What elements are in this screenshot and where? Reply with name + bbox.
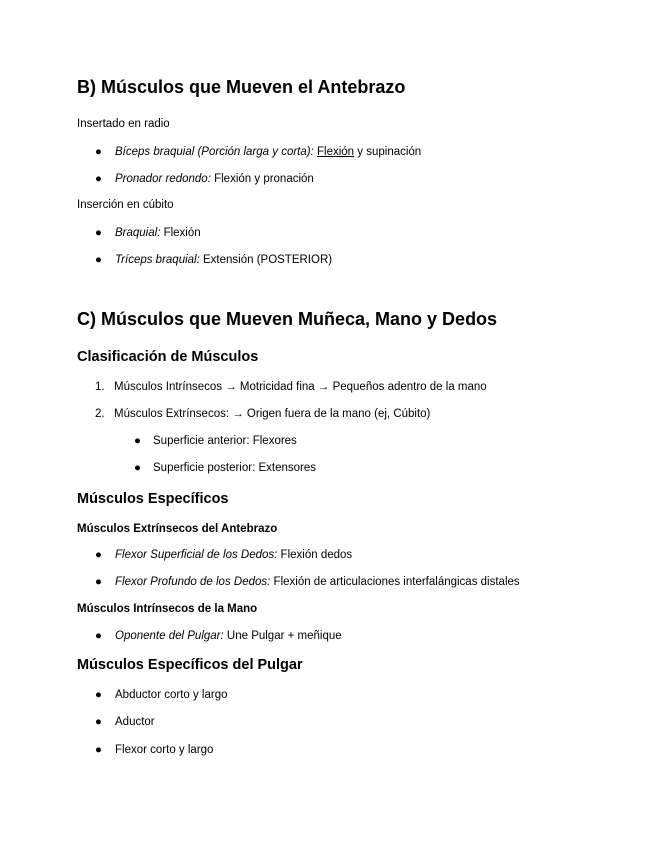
item-text: Abductor corto y largo [115, 689, 228, 701]
list-item [95, 173, 314, 185]
bullet-icon: ● [95, 630, 102, 642]
list-item [95, 689, 228, 701]
bullet-icon: ● [134, 462, 141, 474]
sub-item-text: Superficie anterior: Flexores [153, 435, 297, 447]
group-cubito-label: Inserción en cúbito [77, 199, 174, 211]
sub-list-item [134, 435, 297, 447]
muscle-term: Braquial: [115, 227, 161, 239]
muscle-description: Extensión (POSTERIOR) [199, 254, 333, 266]
bullet-icon: ● [95, 227, 102, 239]
muscle-term: Oponente del Pulgar: [115, 630, 224, 642]
item-text: Músculos Intrínsecos → Motricidad fina → Pequeños adentro de la mano [114, 381, 487, 393]
muscle-action-rest: y supinación [354, 146, 422, 158]
list-item [95, 716, 155, 728]
list-item [95, 630, 342, 642]
clasificacion-heading: Clasificación de Músculos [77, 349, 259, 365]
muscle-term: Pronador redondo: [115, 173, 211, 185]
muscle-term: Tríceps braquial: [115, 254, 200, 266]
item-number: 2. [95, 408, 105, 420]
bullet-icon: ● [95, 689, 102, 701]
muscle-term: Flexor Superficial de los Dedos: [115, 549, 278, 561]
item-text: Flexor corto y largo [115, 744, 214, 756]
list-item [95, 549, 352, 561]
section-c-title: C) Músculos que Mueven Muñeca, Mano y Dedos [77, 309, 498, 329]
pulgar-heading: Músculos Específicos del Pulgar [77, 657, 303, 673]
list-item [95, 744, 213, 756]
muscle-action-underlined: Flexión [317, 146, 355, 158]
extrinsecos-heading: Músculos Extrínsecos del Antebrazo [77, 523, 278, 535]
bullet-icon: ● [95, 744, 102, 756]
muscle-description: Flexión y pronación [210, 173, 314, 185]
sub-list-item [134, 462, 316, 474]
list-item [95, 254, 332, 266]
group-radio-label: Insertado en radio [77, 118, 170, 130]
bullet-icon: ● [95, 146, 102, 158]
numbered-item [95, 381, 487, 393]
muscle-description: Flexión de articulaciones interfalángicas distales [270, 576, 520, 588]
list-item [95, 146, 421, 158]
muscle-description: Flexión dedos [277, 549, 353, 561]
section-b-title: B) Músculos que Mueven el Antebrazo [77, 77, 406, 97]
item-text: Músculos Extrínsecos: → Origen fuera de la mano (ej, Cúbito) [114, 408, 431, 420]
bullet-icon: ● [134, 435, 141, 447]
list-item [95, 227, 201, 239]
item-text: Aductor [115, 716, 155, 728]
bullet-icon: ● [95, 576, 102, 588]
sub-item-text: Superficie posterior: Extensores [153, 462, 316, 474]
item-number: 1. [95, 381, 105, 393]
bullet-icon: ● [95, 173, 102, 185]
numbered-item [95, 408, 430, 420]
muscle-description: Flexión [160, 227, 201, 239]
bullet-icon: ● [95, 549, 102, 561]
intrinsecos-heading: Músculos Intrínsecos de la Mano [77, 603, 258, 615]
bullet-icon: ● [95, 716, 102, 728]
especificos-heading: Músculos Específicos [77, 491, 229, 507]
list-item [95, 576, 520, 588]
bullet-icon: ● [95, 254, 102, 266]
muscle-description: Une Pulgar + meñique [223, 630, 342, 642]
muscle-term: Bíceps braquial (Porción larga y corta): [115, 146, 314, 158]
muscle-term: Flexor Profundo de los Dedos: [115, 576, 271, 588]
